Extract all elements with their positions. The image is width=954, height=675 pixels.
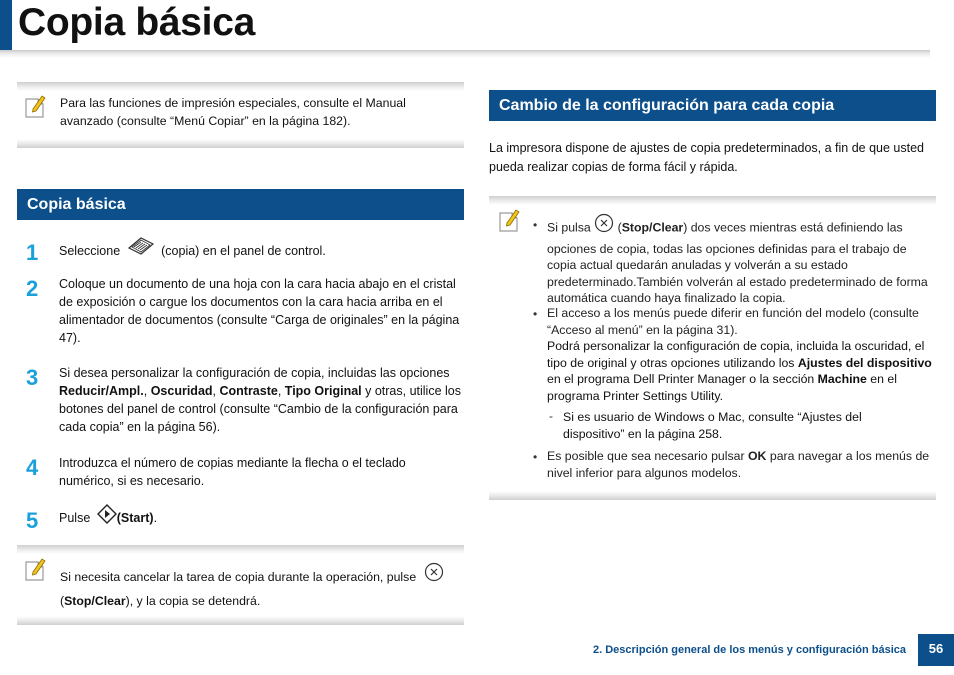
bullet-dot: • — [533, 218, 538, 232]
step-number: 1 — [26, 240, 39, 265]
step-text-part: Pulse — [59, 510, 91, 525]
note-text-bold: OK — [747, 449, 767, 463]
note-text-part: Es posible que sea necesario pulsar — [547, 449, 748, 463]
page-title: Copia básica — [18, 1, 255, 44]
note-text-part: ) dos veces mientras está definiendo las opciones de copia, todas las opciones definidas para el trabajo de copia actual quedarán anuladas y volverán a su estado predeterminado.También volverán al estado predeterminado de forma automática cuando haya finalizado la copia. — [547, 220, 928, 305]
note-bullet-2 — [547, 305, 935, 404]
note-text-bold: Machine — [817, 372, 867, 386]
note-text-part: ( — [617, 220, 622, 235]
step-text — [59, 238, 464, 265]
note-text-part: Podrá personalizar la configuración de copia, incluida la oscuridad, el tipo de original y otras opciones utilizando los — [547, 339, 925, 370]
step-number: 5 — [26, 508, 39, 533]
step-text-part: Seleccione — [59, 243, 121, 258]
note-paragraph: El acceso a los menús puede diferir en función del modelo (consulte “Acceso al menú” en la página 31). — [547, 306, 919, 337]
title-divider — [0, 50, 930, 58]
note-text-part: Si pulsa — [547, 220, 591, 235]
section-header-copia-basica: Copia básica — [17, 189, 464, 220]
footer-chapter-link[interactable]: 2. Descripción general de los menús y configuración básica — [593, 644, 906, 656]
step-text-bold: (Start) — [116, 510, 154, 525]
section-header-cambio-config: Cambio de la configuración para cada copia — [489, 90, 936, 121]
step-text: Coloque un documento de una hoja con la cara hacia abajo en el cristal de exposición o cargue los documentos con la cara hacia arriba en el alimentador de documentos (consulte “Carga de originales” en la página 47). — [59, 277, 460, 345]
note-pencil-icon — [23, 557, 47, 583]
stop-clear-icon — [424, 562, 444, 589]
note-box-top — [17, 82, 464, 148]
step-text — [59, 506, 464, 531]
step-text — [59, 364, 464, 436]
step-text-bold: Contraste — [219, 384, 278, 398]
section-intro: La impresora dispone de ajustes de copia predeterminados, a fin de que usted pueda realizar copias de forma fácil y rápida. — [489, 141, 925, 174]
note-text-part: en el programa Printer Settings Utility. — [547, 372, 897, 403]
dash-marker: - — [549, 409, 553, 423]
step-text-part: , — [143, 384, 151, 398]
note-pencil-icon — [23, 94, 47, 120]
start-icon — [97, 504, 117, 529]
step-text-bold: Reducir/Ampl. — [59, 384, 144, 398]
note-sub-item: Si es usuario de Windows o Mac, consulte “Ajustes del dispositivo” en la página 258. — [563, 410, 862, 441]
note-box-bottom — [17, 545, 464, 625]
bullet-dot: • — [533, 450, 538, 464]
step-text-bold: Tipo Original — [284, 384, 362, 398]
note-box-right — [489, 196, 936, 500]
step-text-part: Si desea personalizar la configuración de copia, incluidas las opciones — [59, 366, 450, 380]
note-text-bold: Stop/Clear — [64, 594, 126, 608]
copy-icon — [126, 235, 156, 262]
note-text-part: Si necesita cancelar la tarea de copia durante la operación, pulse — [60, 569, 417, 584]
note-text-part: en el programa Dell Printer Manager o la sección — [547, 372, 818, 386]
step-number: 2 — [26, 276, 39, 301]
step-text-part: , — [277, 384, 285, 398]
note-bullet-3 — [547, 448, 935, 481]
title-accent-bar — [0, 0, 12, 50]
step-number: 4 — [26, 455, 39, 480]
note-text-line: avanzado (consulte “Menú Copiar” en la página 182). — [60, 114, 351, 128]
note-text-bold: Stop/Clear — [621, 220, 684, 235]
note-text-bold: Ajustes del dispositivo — [797, 355, 932, 370]
bullet-dot: • — [533, 307, 538, 321]
note-pencil-icon — [497, 208, 521, 234]
stop-clear-icon — [594, 213, 614, 238]
step-text-part: , — [212, 384, 220, 398]
step-text-part: (copia) en el panel de control. — [161, 243, 326, 258]
note-text-part: ), y la copia se detendrá. — [125, 594, 261, 608]
note-text-line: Para las funciones de impresión especiales, consulte el Manual — [60, 96, 406, 110]
step-text-part: . — [153, 510, 158, 525]
page-number: 56 — [918, 634, 954, 666]
note-bullet-1 — [547, 216, 935, 307]
note-paragraph — [547, 338, 935, 404]
step-text: Introduzca el número de copias mediante la flecha o el teclado numérico, si es necesario. — [59, 456, 406, 488]
step-text-part: y otras, utilice los botones del panel de control (consulte “Cambio de la configuración para cada copia” en la página 56). — [59, 384, 461, 434]
step-number: 3 — [26, 365, 39, 390]
step-text-bold: Oscuridad — [150, 384, 213, 398]
note-text-part: para navegar a los menús de nivel inferior para algunos modelos. — [547, 449, 930, 480]
note-text-part: ( — [60, 594, 65, 608]
